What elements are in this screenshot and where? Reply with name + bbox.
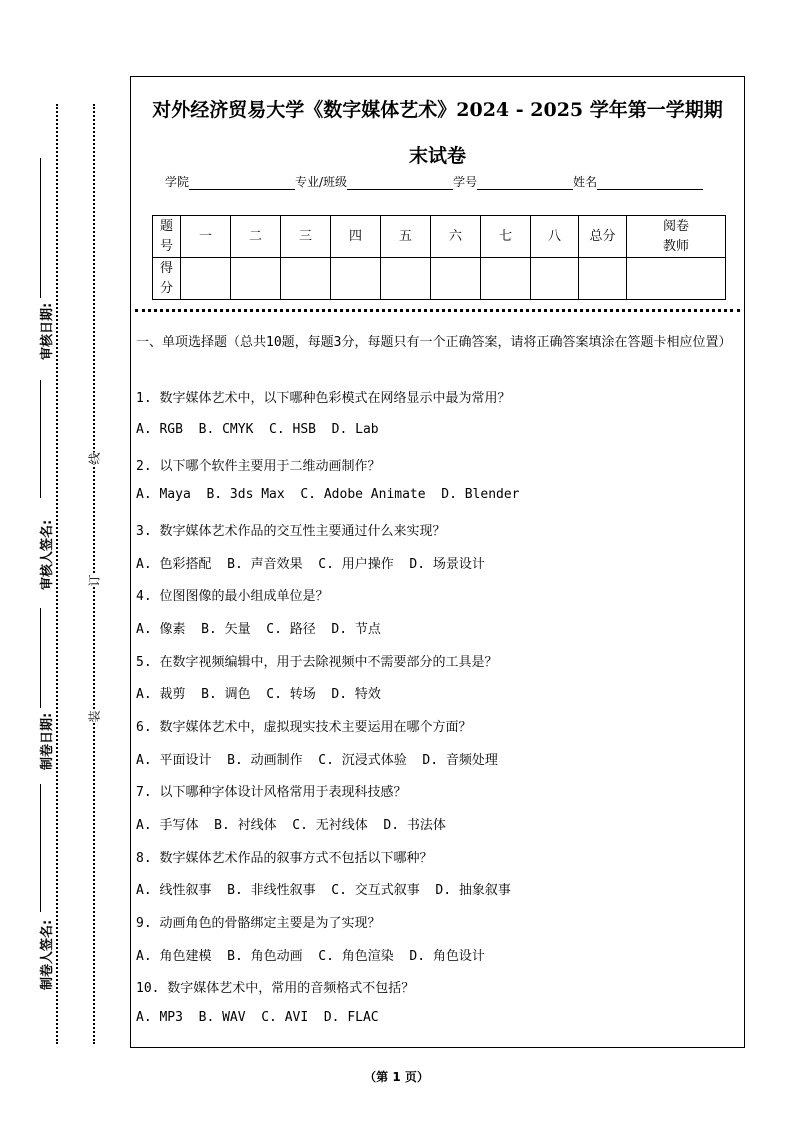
score-header-cell: 六: [431, 216, 481, 258]
question-8-options: A. 线性叙事 B. 非线性叙事 C. 交互式叙事 D. 抽象叙事: [136, 883, 511, 898]
question-4: 4. 位图图像的最小组成单位是？: [136, 589, 329, 604]
score-table: [152, 215, 726, 300]
score-header-cell: 八: [531, 216, 579, 258]
major-label: 专业/班级: [295, 175, 348, 189]
student-id-label: 学号: [453, 175, 478, 189]
exam-title-line1: 对外经济贸易大学《数字媒体艺术》2024 - 2025 学年第一学期期: [152, 99, 723, 121]
name-label: 姓名: [573, 175, 598, 189]
question-2: 2. 以下哪个软件主要用于二维动画制作？: [136, 459, 381, 474]
score-table-header-row: [153, 216, 726, 258]
question-1: 1. 数字媒体艺术中，以下哪种色彩模式在网络显示中最为常用？: [136, 391, 511, 406]
college-label: 学院: [165, 175, 190, 189]
question-3: 3. 数字媒体艺术作品的交互性主要通过什么来实现？: [136, 524, 446, 539]
score-header-cell: 三: [281, 216, 331, 258]
maker-sign-label: 制卷人签名:: [40, 919, 55, 990]
reviewer-date-label: 审核日期:: [40, 302, 55, 360]
score-header-cell: 二: [231, 216, 281, 258]
question-6: 6. 数字媒体艺术中，虚拟现实技术主要运用在哪个方面？: [136, 720, 472, 735]
reviewer-sign-line: [40, 380, 41, 498]
score-header-cell: 一: [181, 216, 231, 258]
score-cell[interactable]: [181, 258, 231, 300]
score-header-cell: 七: [481, 216, 531, 258]
exam-title-line2: 末试卷: [408, 145, 466, 167]
question-1-options: A. RGB B. CMYK C. HSB D. Lab: [136, 422, 379, 437]
question-10-options: A. MP3 B. WAV C. AVI D. FLAC: [136, 1010, 379, 1025]
maker-date-label: 制卷日期:: [40, 712, 55, 770]
score-cell[interactable]: [431, 258, 481, 300]
name-field[interactable]: [597, 177, 703, 190]
score-cell[interactable]: [481, 258, 531, 300]
binding-char-ding: 订: [87, 574, 102, 587]
maker-sign-line: [40, 784, 41, 912]
score-cell[interactable]: [231, 258, 281, 300]
question-9-options: A. 角色建模 B. 角色动画 C. 角色渲染 D. 角色设计: [136, 949, 485, 964]
reviewer-date-line: [40, 158, 41, 298]
question-6-options: A. 平面设计 B. 动画制作 C. 沉浸式体验 D. 音频处理: [136, 753, 498, 768]
score-header-cell: 阅卷教师: [627, 216, 726, 258]
question-2-options: A. Maya B. 3ds Max C. Adobe Animate D. Blender: [136, 487, 520, 502]
score-cell[interactable]: [281, 258, 331, 300]
binding-dotted-line-left: [56, 104, 58, 1044]
score-header-cell: 总分: [579, 216, 627, 258]
binding-char-zhuang: 装: [87, 710, 102, 723]
major-field[interactable]: [347, 177, 453, 190]
question-4-options: A. 像素 B. 矢量 C. 路径 D. 节点: [136, 622, 381, 637]
page-number: （第 1 页）: [364, 1070, 429, 1084]
student-info-row: [165, 173, 703, 190]
score-cell[interactable]: [627, 258, 726, 300]
question-3-options: A. 色彩搭配 B. 声音效果 C. 用户操作 D. 场景设计: [136, 557, 485, 572]
section-separator: [135, 309, 740, 312]
maker-date-line: [40, 608, 41, 708]
score-row-label: 得分: [153, 258, 181, 300]
college-field[interactable]: [189, 177, 295, 190]
score-cell[interactable]: [331, 258, 381, 300]
score-cell[interactable]: [579, 258, 627, 300]
score-header-cell: 五: [381, 216, 431, 258]
score-header-cell: 四: [331, 216, 381, 258]
score-table-score-row: [153, 258, 726, 300]
score-header-cell: 题号: [153, 216, 181, 258]
question-7-options: A. 手写体 B. 衬线体 C. 无衬线体 D. 书法体: [136, 818, 446, 833]
exam-frame: [130, 76, 745, 1048]
question-5: 5. 在数字视频编辑中，用于去除视频中不需要部分的工具是？: [136, 655, 498, 670]
reviewer-sign-label: 审核人签名:: [40, 519, 55, 590]
question-9: 9. 动画角色的骨骼绑定主要是为了实现？: [136, 916, 381, 931]
binding-char-line: 线: [87, 452, 102, 465]
question-7: 7. 以下哪种字体设计风格常用于表现科技感？: [136, 785, 407, 800]
question-10: 10. 数字媒体艺术中，常用的音频格式不包括？: [136, 981, 415, 996]
question-5-options: A. 裁剪 B. 调色 C. 转场 D. 特效: [136, 687, 381, 702]
score-cell[interactable]: [531, 258, 579, 300]
exam-title: [131, 87, 744, 179]
question-8: 8. 数字媒体艺术作品的叙事方式不包括以下哪种？: [136, 851, 433, 866]
section-heading: 一、单项选择题（总共10题，每题3分，每题只有一个正确答案，请将正确答案填涂在答题卡相应位置）: [136, 335, 732, 350]
score-cell[interactable]: [381, 258, 431, 300]
student-id-field[interactable]: [477, 177, 573, 190]
